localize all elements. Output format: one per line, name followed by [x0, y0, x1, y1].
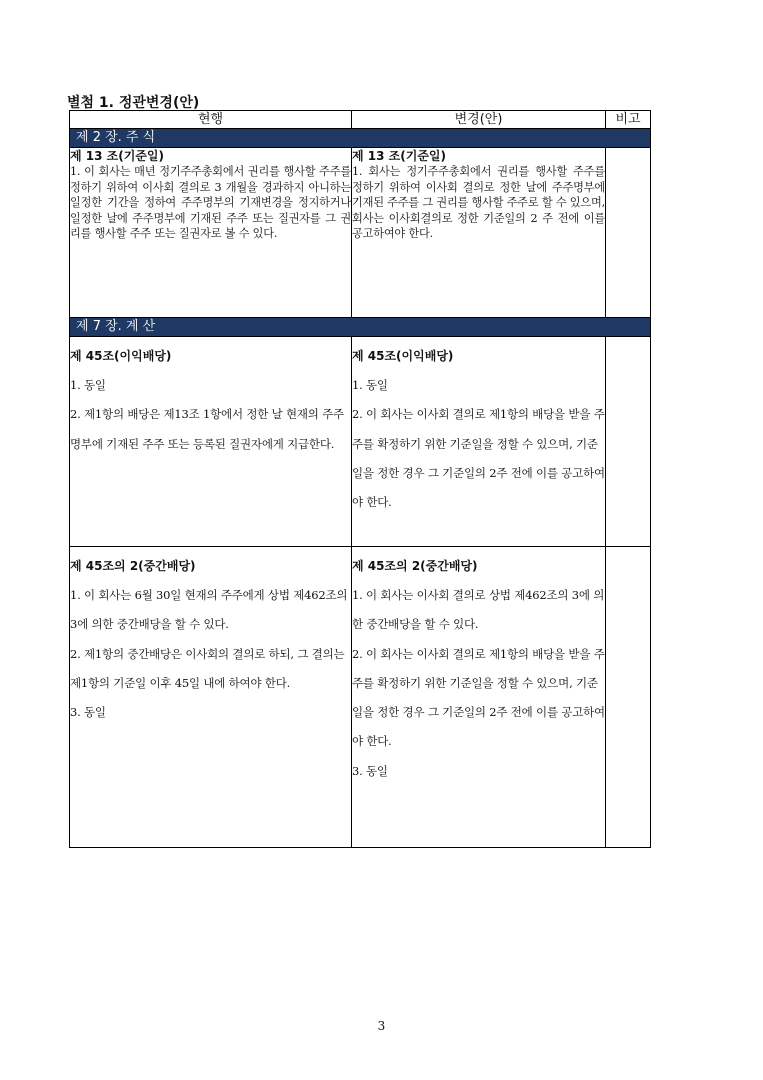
article-line: 1. 동일	[352, 378, 388, 392]
proposed-article-45-2	[352, 547, 606, 848]
article-line: 3. 동일	[352, 763, 388, 778]
amendment-table	[69, 110, 651, 848]
proposed-article-45	[352, 337, 606, 547]
article-line: 1. 이 회사는 이사회 결의로 상법 제462조의 3에 의한 중간배당을 할 수 있다.	[352, 588, 605, 632]
article-line: 3. 동일	[70, 705, 106, 720]
current-article-13	[70, 148, 352, 318]
chapter-row	[70, 318, 651, 337]
article-line: 1. 이 회사는 6월 30일 현재의 주주에게 상법 제462조의 3에 의한 중간배당을 할 수 있다.	[70, 588, 348, 632]
proposed-article-13	[352, 148, 606, 318]
page-title: 별첨 1. 정관변경(안)	[67, 95, 200, 111]
note-cell	[606, 337, 651, 547]
article-line: 2. 이 회사는 이사회 결의로 제1항의 배당을 받을 주주를 확정하기 위한 기준일을 정할 수 있으며, 기준일을 정한 경우 그 기준일의 2주 전에 이를 공고하여야 한다.	[352, 407, 605, 510]
article-text: 1. 회사는 정기주주총회에서 권리를 행사할 주주를 정하기 위하여 이사회 결의로 정한 날에 주주명부에 기재된 주주를 그 권리를 행사할 주주로 할 수 있으며, 회사는 이사회결의로 정한 기준일의 2 주 전에 이를 공고하여야 한다.	[352, 165, 605, 240]
chapter-2-heading: 제 2 장. 주 식	[70, 129, 651, 148]
article-title: 제 13 조(기준일)	[70, 149, 164, 163]
current-article-45	[70, 337, 352, 547]
article-title: 제 13 조(기준일)	[352, 149, 446, 163]
article-title: 제 45조의 2(중간배당)	[352, 559, 478, 573]
article-row	[70, 547, 651, 848]
header-current: 현행	[70, 111, 352, 129]
article-row	[70, 148, 651, 318]
header-proposed: 변경(안)	[352, 111, 606, 129]
article-line: 2. 이 회사는 이사회 결의로 제1항의 배당을 받을 주주를 확정하기 위한 기준일을 정할 수 있으며, 기준일을 정한 경우 그 기준일의 2주 전에 이를 공고하여야 한다.	[352, 646, 605, 749]
article-line: 1. 동일	[70, 378, 106, 392]
article-text: 1. 이 회사는 매년 정기주주총회에서 권리를 행사할 주주를 정하기 위하여 이사회 결의로 3 개월을 경과하지 아니하는 일정한 기간을 정하여 주주명부의 기재변경을 정지하거나 일정한 날에 주주명부에 기재된 주주 또는 질권자를 그 권리를 행사할 주주 또는 질권자로 볼 수 있다.	[70, 165, 351, 240]
article-line: 2. 제1항의 중간배당은 이사회의 결의로 하되, 그 결의는 제1항의 기준일 이후 45일 내에 하여야 한다.	[70, 646, 345, 690]
chapter-7-heading: 제 7 장. 계 산	[70, 318, 651, 337]
note-cell	[606, 547, 651, 848]
note-cell	[606, 148, 651, 318]
article-title: 제 45조(이익배당)	[70, 349, 172, 363]
page-number: 3	[377, 1019, 386, 1033]
current-article-45-2	[70, 547, 352, 848]
article-line: 2. 제1항의 배당은 제13조 1항에서 정한 날 현재의 주주명부에 기재된 주주 또는 등록된 질권자에게 지급한다.	[70, 407, 344, 451]
article-title: 제 45조의 2(중간배당)	[70, 559, 196, 573]
article-title: 제 45조(이익배당)	[352, 349, 454, 363]
header-row	[70, 111, 651, 129]
article-row	[70, 337, 651, 547]
header-note: 비고	[606, 111, 651, 129]
chapter-row	[70, 129, 651, 148]
